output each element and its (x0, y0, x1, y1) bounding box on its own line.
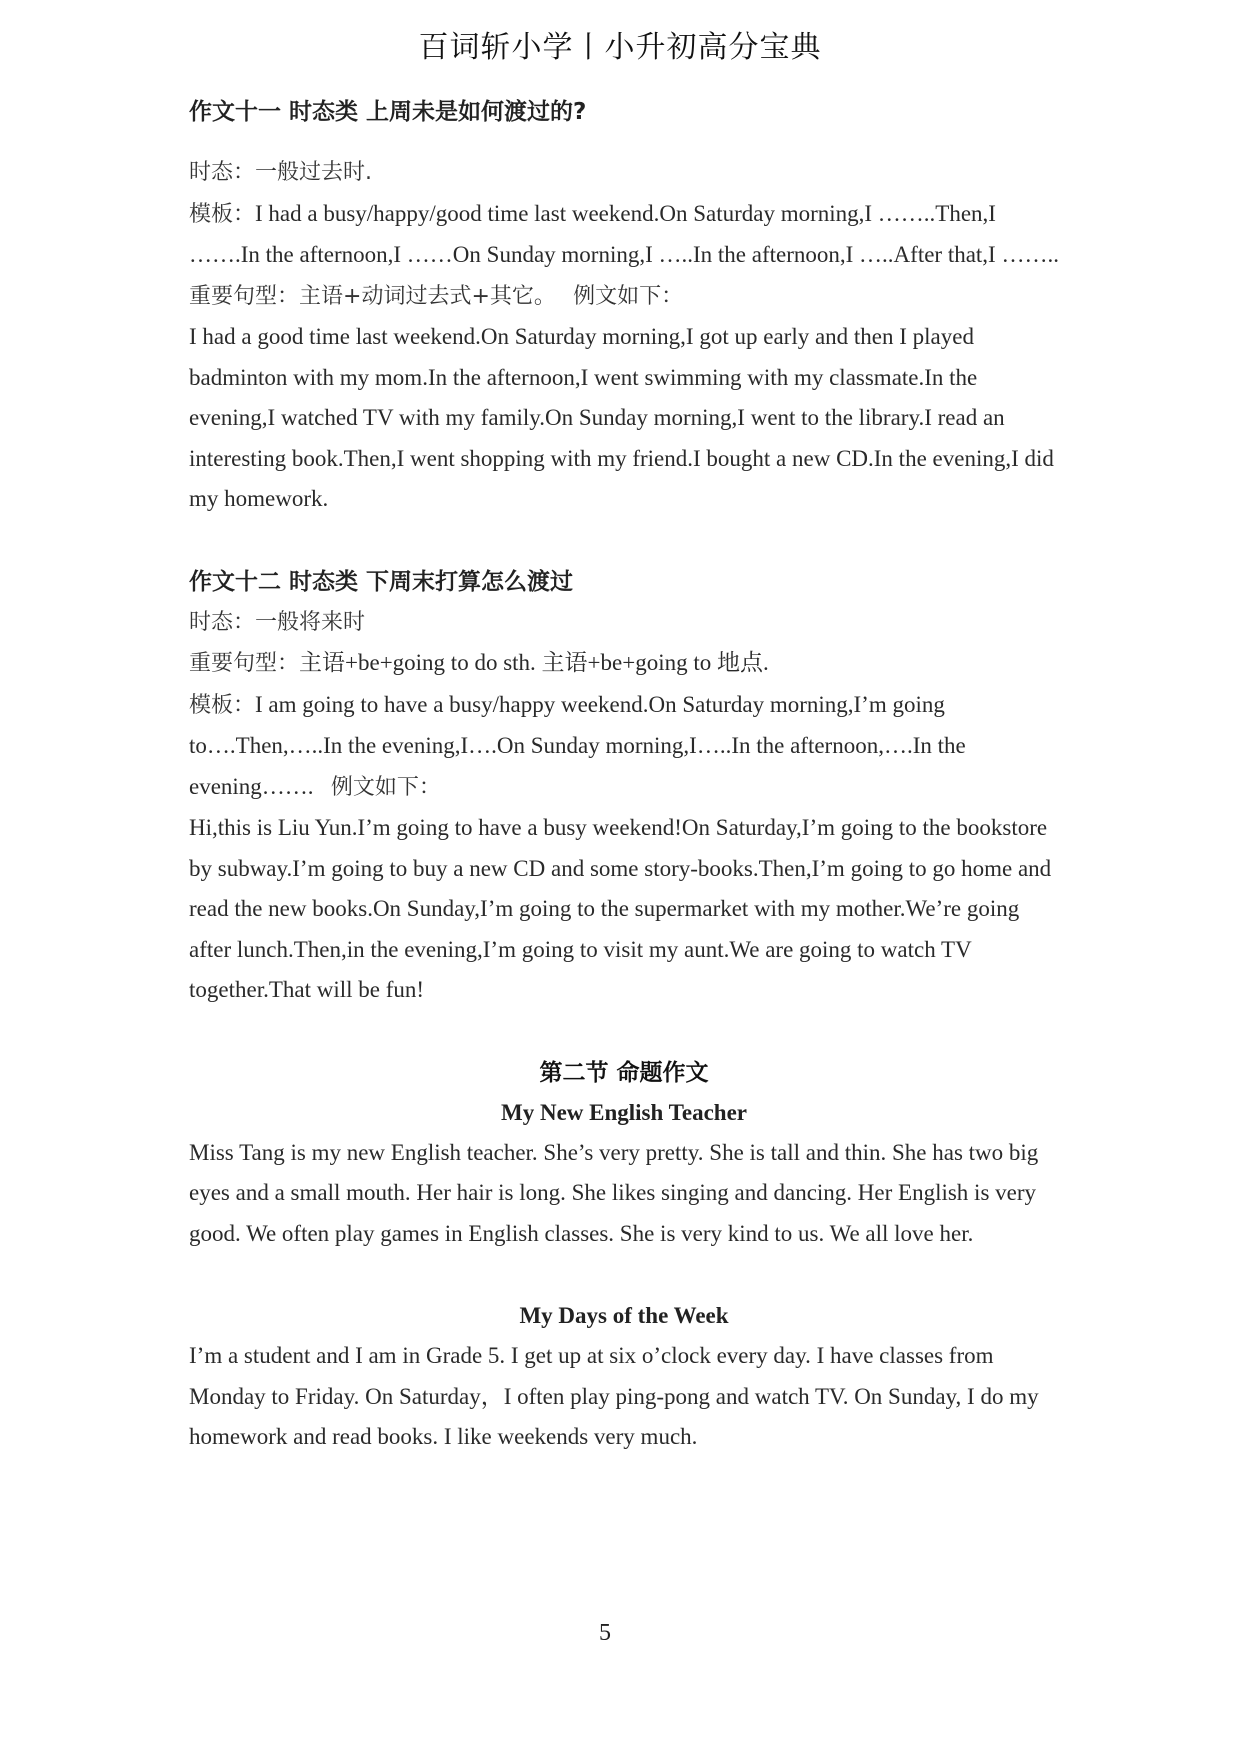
essay-teacher-text: Miss Tang is my new English teacher. She’s very pretty. She is tall and thin. She has two big eyes and a small mouth. Her hair is long. She likes singing and dancing. Her English is very good. We often play games in English classes. She is very kind to us. We all love her. (189, 1139, 1039, 1246)
essay12-pattern (189, 643, 1059, 685)
essay12-tense-label: 时态： (189, 609, 256, 635)
essay12-tense-value: 一般将来时 (255, 609, 366, 635)
essay11-pattern-text: 主语+动词过去式+其它。 (299, 283, 556, 309)
essay-teacher-title: My New English Teacher (501, 1099, 747, 1125)
essay11-template-text: I had a busy/happy/good time last weekend.On Saturday morning,I ……..Then,I …….In the afternoon,I ……On Sunday morning,I …..In the afternoon,I …..After that,I …….. (189, 200, 1059, 267)
essay11-example-text: I had a good time last weekend.On Saturday morning,I got up early and then I played badminton with my mom.In the afternoon,I went swimming with my classmate.In the evening,I watched TV with my family.On Sunday morning,I went to the library.I read an interesting book.Then,I went shopping with my friend.I bought a new CD.In the evening,I did my homework. (189, 324, 1054, 511)
essay11-tense-value: 一般过去时. (255, 160, 373, 185)
essay12-template-label: 模板： (189, 692, 256, 718)
section2-title: 第二节 命题作文 (539, 1059, 709, 1086)
page-header: 百词斩小学丨小升初高分宝典 (418, 31, 822, 64)
essay12-template (189, 685, 1059, 809)
essay11-example-label: 例文如下： (573, 283, 684, 309)
essay12-template-text: I am going to have a busy/happy weekend.On Saturday morning,I’m going to….Then,…..In the evening,I….On Sunday morning,I…..In the afternoon,….In the evening……. (189, 691, 966, 799)
page-number: 5 (599, 1620, 611, 1646)
page-content (189, 92, 1059, 1458)
essay12-pattern-text: 主语+be+going to do sth. 主语+be+going to 地点. (299, 650, 769, 675)
essay11-tense-label: 时态： (189, 160, 256, 185)
essay11-pattern-label: 重要句型： (189, 283, 300, 309)
essay12-tense (189, 602, 1059, 644)
essay-week-title: My Days of the Week (519, 1303, 729, 1328)
essay12-example-label: 例文如下： (330, 774, 441, 800)
essay11-template-label: 模板： (189, 201, 256, 227)
essay12-pattern-label: 重要句型： (189, 651, 300, 676)
essay12-heading: 作文十二 时态类 下周末打算怎么渡过 (189, 568, 574, 595)
essay-week-text: I’m a student and I am in Grade 5. I get up at six o’clock every day. I have classes from Monday to Friday. On Saturday，I often play ping-pong and watch TV. On Sunday, I do my homework and read books. I like weekends very much. (189, 1343, 1039, 1449)
essay11-template (189, 194, 1059, 276)
essay11-tense (189, 152, 1059, 194)
essay12-example-text: Hi,this is Liu Yun.I’m going to have a busy weekend!On Saturday,I’m going to the bookstore by subway.I’m going to buy a new CD and some story-books.Then,I’m going to go home and read the new books.On Sunday,I’m going to the supermarket with my mother.We’re going after lunch.Then,in the evening,I’m going to visit my aunt.We are going to watch TV together.That will be fun! (189, 815, 1052, 1002)
essay11-heading: 作文十一 时态类 上周未是如何渡过的? (189, 99, 587, 125)
essay11-pattern (189, 276, 1059, 318)
